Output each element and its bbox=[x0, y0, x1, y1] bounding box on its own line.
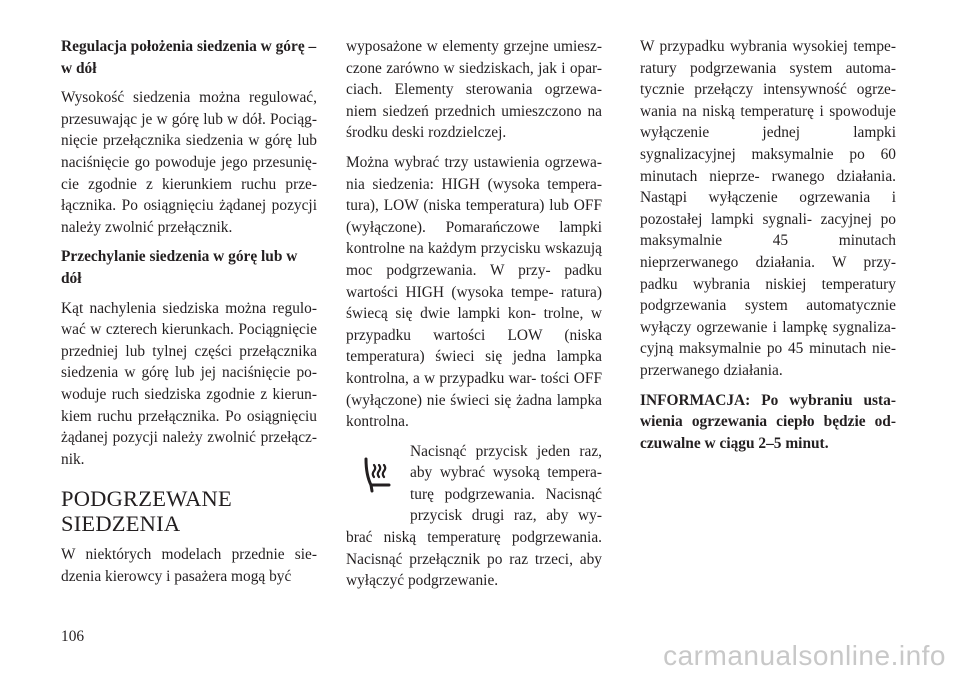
paragraph-button-instructions: Nacisnąć przycisk jeden raz, aby wybrać wysoką tempera- turę podgrzewania. Nacisnąć przycisk drugi raz, aby wy- brać niską temperaturę podgrzewania. Nacisnąć przełącznik po raz trzeci, aby wyłączyć podgrzewanie. bbox=[346, 442, 602, 590]
watermark: carmanualsonline.info bbox=[663, 640, 946, 671]
paragraph-heating-settings: Można wybrać trzy ustawienia ogrzewa- nia siedzenia: HIGH (wysoka tempera- tura), LOW (niska temperatura) lub OFF (wyłączone). Pomarańczowe lampki kontrolne na każdym przycisku wskazują moc podgrzewania. W przy- padku wartości HIGH (wysoka tempe- ratura) świecą się dwie lampki kon- trolne, w przypadku wartości LOW (niska temperatura) świeci się jedna lampka kontrolna, a w przypadku war- tości OFF (wyłączone) nie świeci się żadna lampka kontrolna. bbox=[346, 153, 602, 431]
note-information: INFORMACJA: Po wybraniu usta- wienia ogrzewania ciepło będzie od- czuwalne w ciągu 2–5 minut. bbox=[640, 391, 896, 452]
paragraph-heating-elements: wyposażone w elementy grzejne umiesz- czone zarówno w siedziskach, jak i opar- ciach. Elementy sterowania ogrzewa- niem siedzeń przednich umieszczono na środku deski rozdzielczej. bbox=[346, 38, 602, 142]
section-title-heated-seats: PODGRZEWANE SIEDZENIA bbox=[61, 486, 232, 537]
heated-seat-instructions bbox=[346, 441, 602, 592]
paragraph-seat-height: Wysokość siedzenia można regulować, przesuwając je w górę lub w dół. Pociąg- nięcie przełącznika siedzenia w górę lub naciśnięcie go powoduje jego przesunię- cie zgodnie z kierunkiem ruchu prze- łącznika. Po osiągnięciu żądanej pozycji należy zwolnić przełącznik. bbox=[61, 89, 317, 236]
page-number: 106 bbox=[61, 628, 85, 645]
paragraph-heated-seats-intro: W niektórych modelach przednie sie- dzenia kierowcy i pasażera mogą być bbox=[61, 546, 317, 585]
column-right bbox=[640, 36, 896, 462]
heated-seat-icon bbox=[346, 441, 408, 509]
paragraph-auto-shutoff: W przypadku wybrania wysokiej tempe- ratury podgrzewania system automa- tycznie przełączy intensywność ogrze- wania na niską temperaturę i spowoduje wyłączenie jednej lampki sygnalizacyjnej maksymalnie po 60 minutach nieprze- rwanego działania. Nastąpi wyłączenie ogrzewania i pozostałej lampki sygnali- zacyjnej po maksymalnie 45 minutach nieprzerwanego działania. W przy- padku wybrania niskiej temperatury podgrzewania system automatycznie wyłączy ogrzewanie i lampkę sygnaliza- cyjną maksymalnie po 45 minutach nie- przerwanego działania. bbox=[640, 38, 896, 379]
heading-seat-height: Regulacja położenia siedzenia w górę – w dół bbox=[61, 38, 317, 77]
column-middle bbox=[346, 36, 602, 600]
heading-seat-tilt: Przechylanie siedzenia w górę lub w dół bbox=[61, 248, 298, 287]
paragraph-seat-tilt: Kąt nachylenia siedziska można regulo- wać w czterech kierunkach. Pociągnięcie przedniej lub tylnej części przełącznika siedzenia w górę lub jej naciśnięcie po- woduje ruch siedziska zgodnie z kierun- kiem ruchu przełącznika. Po osiągnięciu żądanej pozycji należy zwolnić przełącz- nik. bbox=[61, 299, 317, 468]
column-left bbox=[61, 36, 317, 595]
